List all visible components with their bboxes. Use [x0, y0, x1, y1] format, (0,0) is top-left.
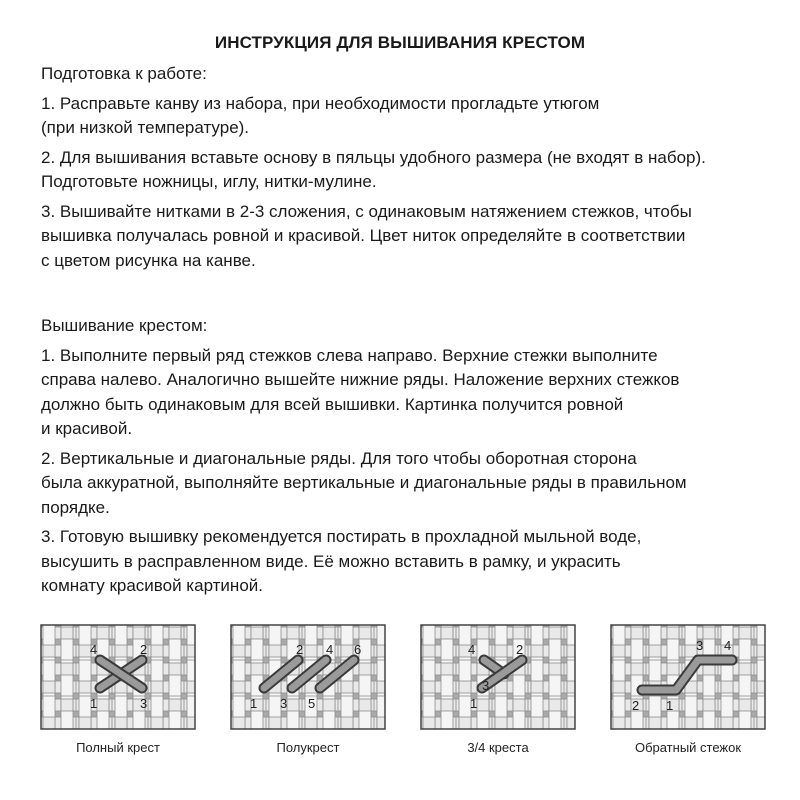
page-title: ИНСТРУКЦИЯ ДЛЯ ВЫШИВАНИЯ КРЕСТОМ — [214, 33, 586, 52]
stitch-step-1-line-4: и красивой. — [41, 419, 133, 438]
label-4: 4 — [90, 642, 98, 657]
three-quarter-canvas — [420, 624, 576, 730]
caption-three-quarter-cross: 3/4 креста — [467, 740, 529, 755]
half-cross-canvas — [230, 624, 386, 730]
label-4: 4 — [326, 642, 334, 657]
cross-stitch-section — [41, 314, 781, 599]
label-3: 3 — [696, 638, 704, 653]
label-2: 2 — [140, 642, 148, 657]
stitch-step-3-line-1: 3. Готовую вышивку рекомендуется постирать в прохладной мыльной воде, — [41, 527, 642, 546]
prep-step-3-line-3: с цветом рисунка на канве. — [41, 250, 256, 270]
label-1: 1 — [666, 698, 674, 713]
caption-half-cross: Полукрест — [276, 740, 340, 755]
prep-step-1-line-2: (при низкой температуре). — [41, 118, 250, 137]
prep-step-2-line-1: 2. Для вышивания вставьте основу в пяльцы удобного размера (не входят в набор). — [41, 147, 706, 167]
back-stitch-canvas — [610, 624, 766, 730]
prep-step-2-line-2: Подготовьте ножницы, иглу, нитки-мулине. — [41, 172, 377, 191]
label-6: 6 — [354, 642, 362, 657]
prep-step-3-line-2: вышивка получалась ровной и красивой. Цвет ниток определяйте в соответствии — [41, 226, 686, 245]
label-2: 2 — [296, 642, 304, 657]
preparation-heading: Подготовка к работе: — [41, 64, 207, 83]
diagram-half-cross — [230, 624, 386, 755]
stitch-step-2-line-1: 2. Вертикальные и диагональные ряды. Для того чтобы оборотная сторона — [41, 448, 637, 468]
label-3: 3 — [280, 696, 288, 711]
diagram-three-quarter-cross — [420, 624, 576, 755]
label-4: 4 — [724, 638, 732, 653]
cross-stitch-heading: Вышивание крестом: — [41, 316, 208, 335]
label-1: 1 — [470, 696, 478, 711]
stitch-step-1-line-1: 1. Выполните первый ряд стежков слева направо. Верхние стежки выполните — [41, 345, 658, 365]
stitch-step-3-line-2: высушить в расправленном виде. Её можно вставить в рамку, и украсить — [41, 551, 621, 571]
label-3: 3 — [482, 678, 490, 693]
label-3: 3 — [140, 696, 148, 711]
diagram-full-cross — [40, 624, 196, 755]
preparation-section — [41, 62, 781, 273]
label-2: 2 — [632, 698, 640, 713]
diagram-back-stitch — [610, 624, 766, 755]
full-cross-canvas — [40, 624, 196, 730]
stitch-step-3-line-3: комнату красивой картиной. — [41, 576, 263, 595]
stitch-step-2-line-2: была аккуратной, выполняйте вертикальные и диагональные ряды в правильном — [41, 473, 687, 492]
caption-back-stitch: Обратный стежок — [634, 740, 742, 755]
prep-step-3-line-1: 3. Вышивайте нитками в 2-3 сложения, с одинаковым натяжением стежков, чтобы — [41, 201, 692, 221]
label-4: 4 — [468, 642, 476, 657]
label-1: 1 — [250, 696, 258, 711]
label-1: 1 — [90, 696, 98, 711]
stitch-step-1-line-2: справа налево. Аналогично вышейте нижние ряды. Наложение верхних стежков — [41, 370, 680, 389]
label-5: 5 — [308, 696, 316, 711]
caption-full-cross: Полный крест — [76, 740, 160, 755]
label-2: 2 — [516, 642, 524, 657]
prep-step-1-line-1: 1. Расправьте канву из набора, при необходимости прогладьте утюгом — [41, 93, 600, 113]
stitch-step-1-line-3: должно быть одинаковым для всей вышивки. Картинка получится ровной — [41, 394, 624, 414]
stitch-diagrams — [0, 624, 800, 764]
stitch-step-2-line-3: порядке. — [41, 497, 110, 517]
